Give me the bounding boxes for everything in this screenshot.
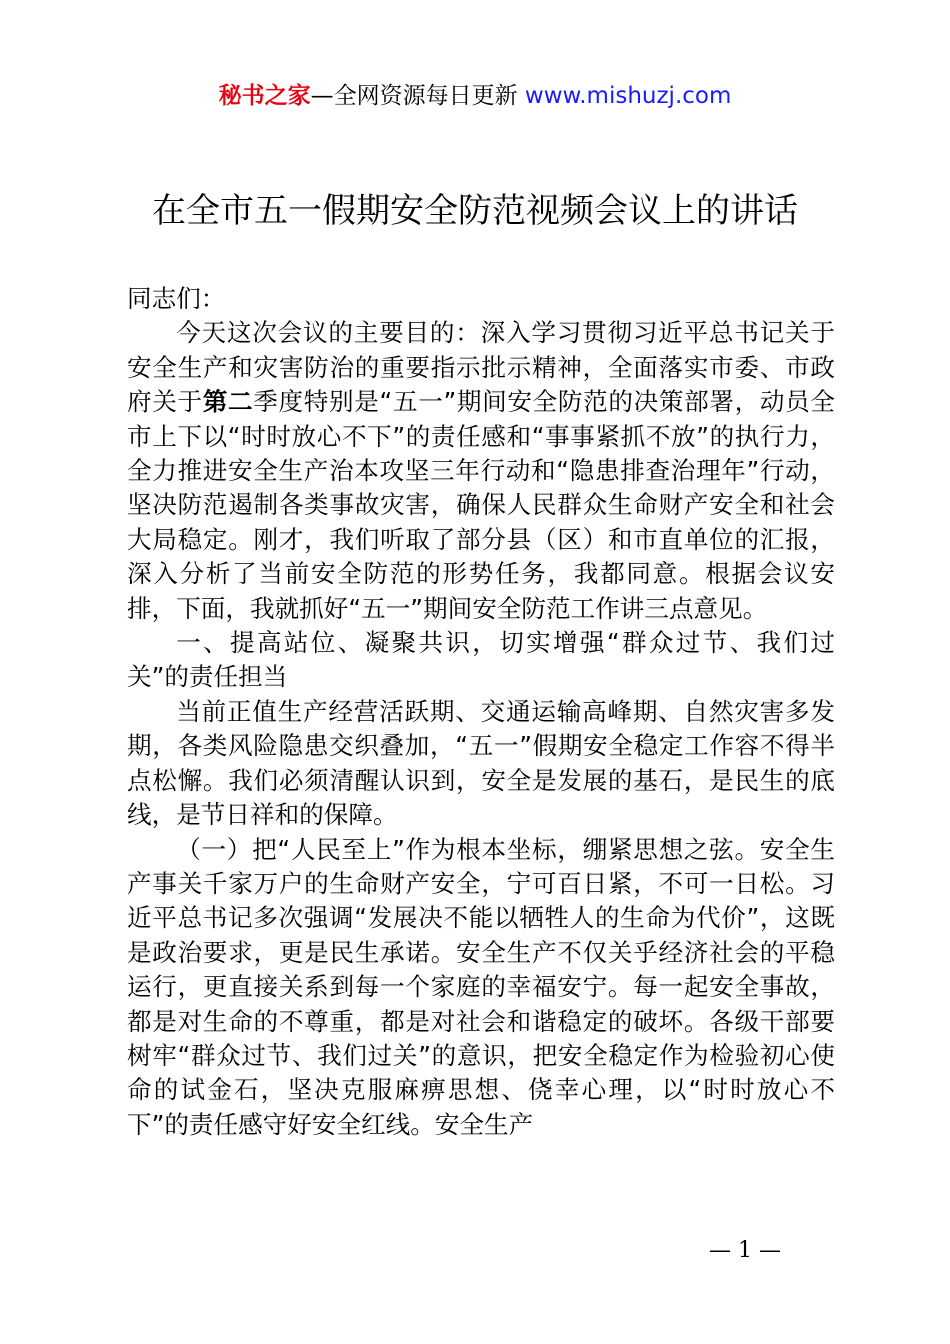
site-tagline: —全网资源每日更新 [310, 83, 525, 109]
paragraph-situation: 当前正值生产经营活跃期、交通运输高峰期、自然灾害多发期，各类风险隐患交织叠加，“五一”假期安全稳定工作容不得半点松懈。我们必须清醒认识到，安全是发展的基石，是民生的底线，是节日祥和的保障。 [127, 696, 835, 830]
paragraph-intro-bold: 第二 [202, 387, 254, 417]
paragraph-subsection-1: （一）把“人民至上”作为根本坐标，绷紧思想之弦。安全生产事关千家万户的生命财产安全，宁可百日紧，不可一日松。习近平总书记多次强调“发展决不能以牺牲人的生命为代价”，这既是政治要求，更是民生承诺。安全生产不仅关乎经济社会的平稳运行，更直接关系到每一个家庭的幸福安宁。每一起安全事故，都是对生命的不尊重，都是对社会和谐稳定的破坏。各级干部要树牢“群众过节、我们过关”的意识，把安全稳定作为检验初心使命的试金石，坚决克服麻痹思想、侥幸心理，以“时时放心不下”的责任感守好安全红线。安全生产 [127, 834, 835, 1139]
page-number: — 1 — [709, 1238, 781, 1263]
site-url[interactable]: www.mishuzj.com [524, 83, 732, 109]
paragraph-intro-part1: 今天这次会议的主要目的：深入学习贯彻习近平总书记关于安全生产和灾害防治的重要指示批示精神，全面落实市委、市政府关于 [127, 318, 835, 417]
document-title: 在全市五一假期安全防范视频会议上的讲话 [152, 191, 798, 231]
paragraph-intro-part2: 季度特别是“五一”期间安全防范的决策部署，动员全市上下以“时时放心不下”的责任感和“事事紧抓不放”的执行力，全力推进安全生产治本攻坚三年行动和“隐患排查治理年”行动，坚决防范遏制各类事故灾害，确保人民群众生命财产安全和社会大局稳定。刚才，我们听取了部分县（区）和市直单位的汇报，深入分析了当前安全防范的形势任务，我都同意。根据会议安排，下面，我就抓好“五一”期间安全防范工作讲三点意见。 [127, 387, 835, 623]
section-heading-1: 一、提高站位、凝聚共识，切实增强“群众过节、我们过关”的责任担当 [127, 628, 835, 692]
paragraph-intro [127, 316, 835, 626]
site-brand: 秘书之家 [218, 83, 311, 109]
document-body [127, 282, 835, 1142]
greeting: 同志们： [127, 284, 226, 313]
site-header [0, 80, 950, 112]
